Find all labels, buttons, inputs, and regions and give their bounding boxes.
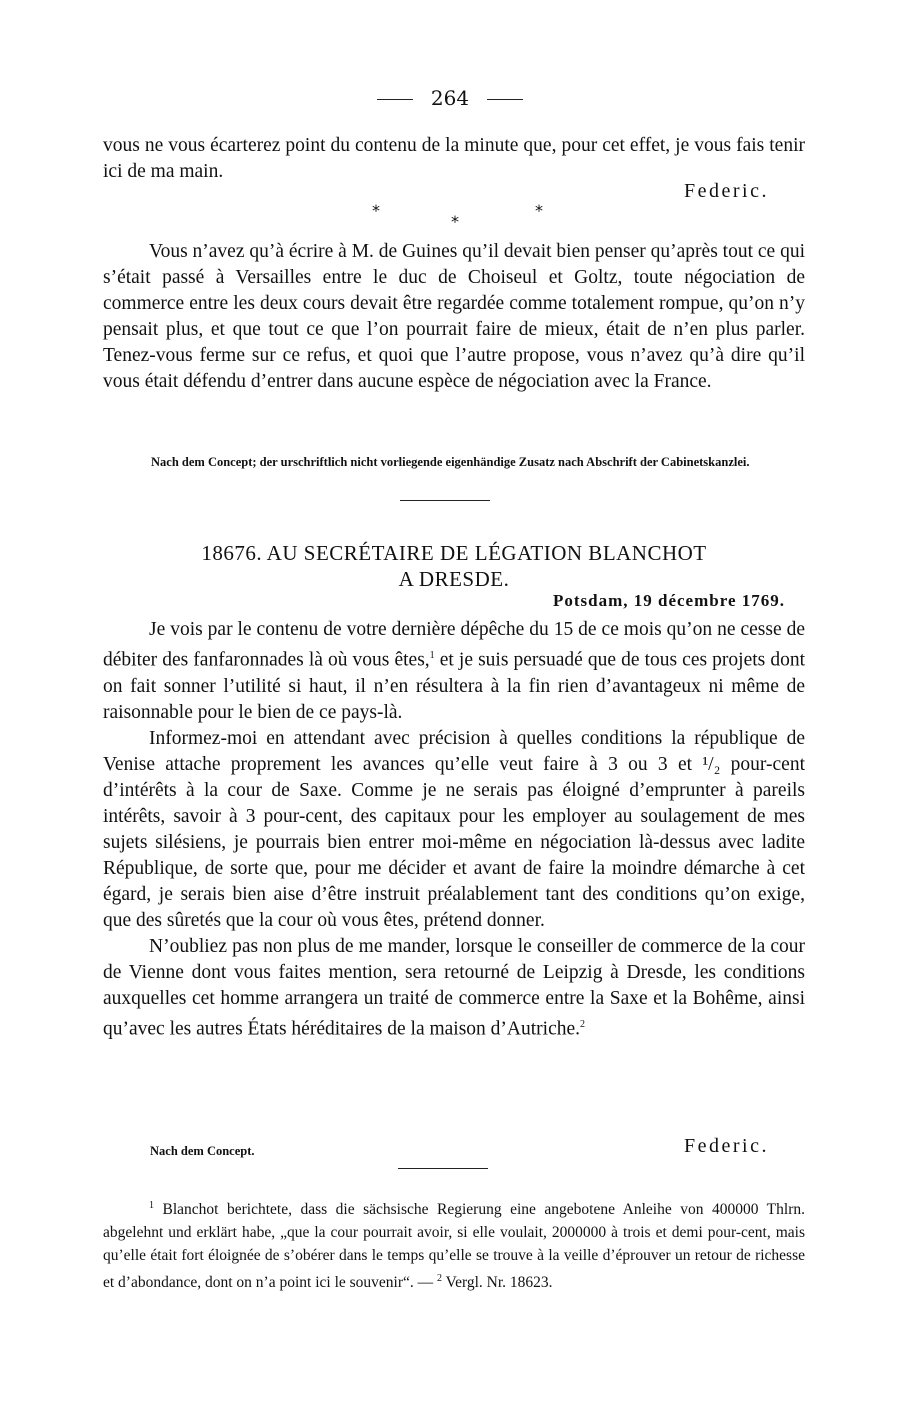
- asterism-star: *: [535, 201, 543, 220]
- letter-title: [103, 540, 805, 592]
- footnote-1-marker: 1: [149, 1200, 154, 1211]
- section-divider: [400, 500, 490, 501]
- footnote-1-text: Blanchot berichtete, dass die sächsische Regierung eine angebotene Anleihe von 400000 Thlrn. abgelehnt und erklärt habe, „que la cour pourrait avoir, si elle voulait, 2000000 à trois et demi pour-cent, mais qu’elle était fort éloignée de s’obérer dans le temps qu’elle se trouve à la veille d’éprouver un retour de richesse et d’abondance, dont on n’a point ici le souvenir“. —: [103, 1201, 805, 1292]
- letter-source-note: Nach dem Concept.: [150, 1144, 255, 1158]
- header-rule-right: [487, 99, 523, 100]
- letter-paragraph-1: [103, 617, 805, 726]
- continuation-paragraph: vous ne vous écarterez point du contenu de la minute que, pour cet effet, je vous fais tenir ici de ma main.: [103, 135, 805, 182]
- postscript-paragraph: Vous n’avez qu’à écrire à M. de Guines qu’il devait bien penser qu’après tout ce qui s’était passé à Versailles entre le duc de Choiseul et Goltz, toute négociation de commerce entre les deux cours devait être regardée comme totalement rompue, qu’on n’y pensait plus, et que tout ce que l’on pourrait faire de mieux, était de n’en plus parler. Tenez-vous ferme sur ce refus, et quoi que l’autre propose, vous n’avez qu’à dire qu’il vous était défendu d’entrer dans aucune espèce de négociation avec la France.: [103, 241, 805, 392]
- footnote-divider: [398, 1168, 488, 1169]
- previous-letter-signature: Federic.: [684, 180, 769, 202]
- paragraph-3-text: N’oubliez pas non plus de me mander, lorsque le conseiller de commerce de la cour de Vienne dont vous faites mention, sera retourné de Leipzig à Dresde, les conditions auxquelles cet homme arrangera un traité de commerce entre la Saxe et la Bohême, ainsi qu’avec les autres États héréditaires de la maison d’Autriche.: [103, 935, 805, 1039]
- header-rule-left: [377, 99, 413, 100]
- footnote-2-marker: 2: [437, 1273, 443, 1285]
- paragraph-1-part-b: et je suis persuadé que de tous ces projets dont on fait sonner l’utilité si haut, il n’en résultera à la fin rien d’avantageux ni même de raisonnable pour le bien de ce pays-là.: [103, 649, 805, 723]
- letter-title-line-1: 18676. AU SECRÉTAIRE DE LÉGATION BLANCHOT: [201, 541, 707, 565]
- previous-source-note: Nach dem Concept; der urschriftlich nicht vorliegende eigenhändige Zusatz nach Abschrift der Cabinetskanzlei.: [151, 455, 750, 469]
- footnote-2-text: Vergl. Nr. 18623.: [442, 1274, 553, 1292]
- footnote-ref-1: 1: [429, 650, 435, 661]
- paragraph-1-part-a: Je vois par le contenu de votre dernière dépêche du 15 de ce mois qu’on ne cesse de débiter des fanfaronnades là où vous êtes,: [103, 619, 805, 671]
- postscript-block: [103, 239, 805, 395]
- letter-body: [103, 617, 805, 1042]
- letter-title-line-2: A DRESDE.: [398, 567, 510, 591]
- footnotes: [103, 1194, 805, 1294]
- page-header: [0, 86, 900, 110]
- asterism-star: *: [372, 201, 380, 220]
- letter-paragraph-2: Informez-moi en attendant avec précision à quelles conditions la république de Venise attache proprement les avances qu’elle veut faire à 3 ou 3 et ¹/₂ pour-cent d’intérêts à la cour de Saxe. Comme je ne serais pas éloigné d’emprunter à pareils intérêts, savoir à 3 pour-cent, des capitaux pour les employer au soulagement de mes sujets silésiens, je pourrais bien entrer moi-même en négociation là-dessus avec ladite République, de sorte que, pour me décider et avant de faire la moindre démarche à cet égard, je serais bien aise d’être instruit préalablement tant des conditions qu’on exige, que des sûretés que la cour où vous êtes, prétend donner.: [103, 727, 805, 931]
- letter-dateline: Potsdam, 19 décembre 1769.: [552, 591, 785, 610]
- footnote-ref-2: 2: [580, 1018, 586, 1030]
- letter-paragraph-3: [103, 934, 805, 1043]
- letter-signature: Federic.: [684, 1135, 769, 1157]
- footnote-1: [103, 1194, 805, 1294]
- previous-letter-continuation: [103, 133, 805, 185]
- previous-source-note-block: [103, 454, 805, 471]
- asterism-star: *: [451, 212, 459, 231]
- page-number: 264: [430, 86, 470, 110]
